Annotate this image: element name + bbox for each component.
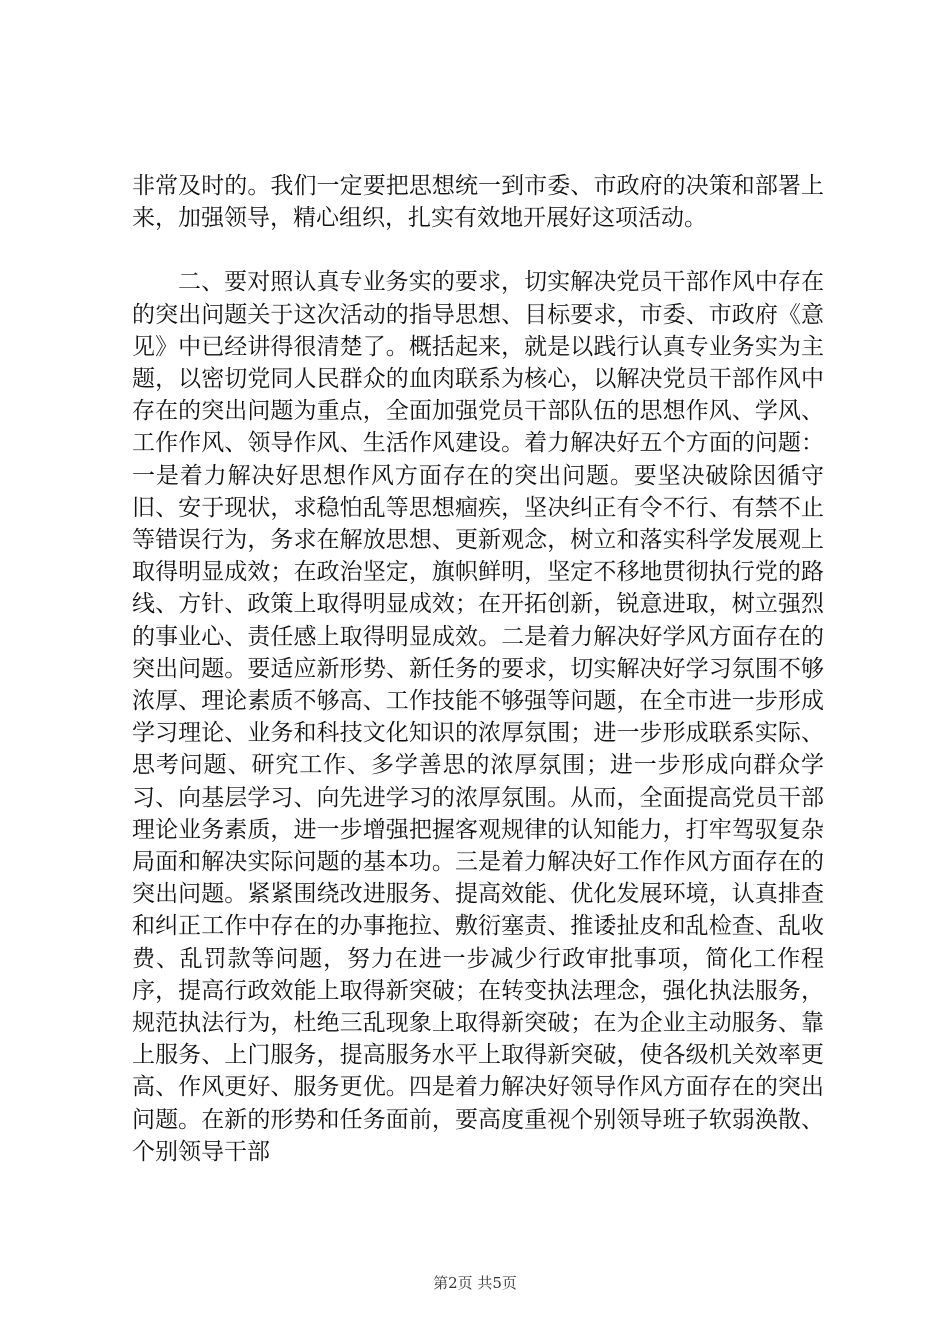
- paragraph-continuation: 非常及时的。我们一定要把思想统一到市委、市政府的决策和部署上来，加强领导，精心组织，扎实有效地开展好这项活动。: [132, 173, 824, 232]
- document-body: [132, 170, 824, 1168]
- paragraph-section-two: 二、要对照认真专业务实的要求，切实解决党员干部作风中存在的突出问题关于这次活动的指导思想、目标要求，市委、市政府《意见》中已经讲得很清楚了。概括起来，就是以践行认真专业务实为主题，以密切党同人民群众的血肉联系为核心，以解决党员干部作风中存在的突出问题为重点，全面加强党员干部队伍的思想作风、学风、工作作风、领导作风、生活作风建设。着力解决好五个方面的问题：一是着力解决好思想作风方面存在的突出问题。要坚决破除因循守旧、安于现状，求稳怕乱等思想痼疾，坚决纠正有令不行、有禁不止等错误行为，务求在解放思想、更新观念，树立和落实科学发展观上取得明显成效；在政治坚定，旗帜鲜明，坚定不移地贯彻执行党的路线、方针、政策上取得明显成效；在开拓创新，锐意进取，树立强烈的事业心、责任感上取得明显成效。二是着力解决好学风方面存在的突出问题。要适应新形势、新任务的要求，切实解决好学习氛围不够浓厚、理论素质不够高、工作技能不够强等问题，在全市进一步形成学习理论、业务和科技文化知识的浓厚氛围；进一步形成联系实际、思考问题、研究工作、多学善思的浓厚氛围；进一步形成向群众学习、向基层学习、向先进学习的浓厚氛围。从而，全面提高党员干部理论业务素质，进一步增强把握客观规律的认知能力，打牢驾驭复杂局面和解决实际问题的基本功。三是着力解决好工作作风方面存在的突出问题。紧紧围绕改进服务、提高效能、优化发展环境，认真排查和纠正工作中存在的办事拖拉、敷衍塞责、推诿扯皮和乱检查、乱收费、乱罚款等问题，努力在进一步减少行政审批事项，简化工作程序，提高行政效能上取得新突破；在转变执法理念，强化执法服务，规范执法行为，杜绝三乱现象上取得新突破；在为企业主动服务、靠上服务、上门服务，提高服务水平上取得新突破，使各级机关效率更高、作风更好、服务更优。四是着力解决好领导作风方面存在的突出问题。在新的形势和任务面前，要高度重视个别领导班子软弱涣散、个别领导干部: [132, 269, 824, 1165]
- page-number-footer: 第2页 共5页: [433, 1274, 517, 1292]
